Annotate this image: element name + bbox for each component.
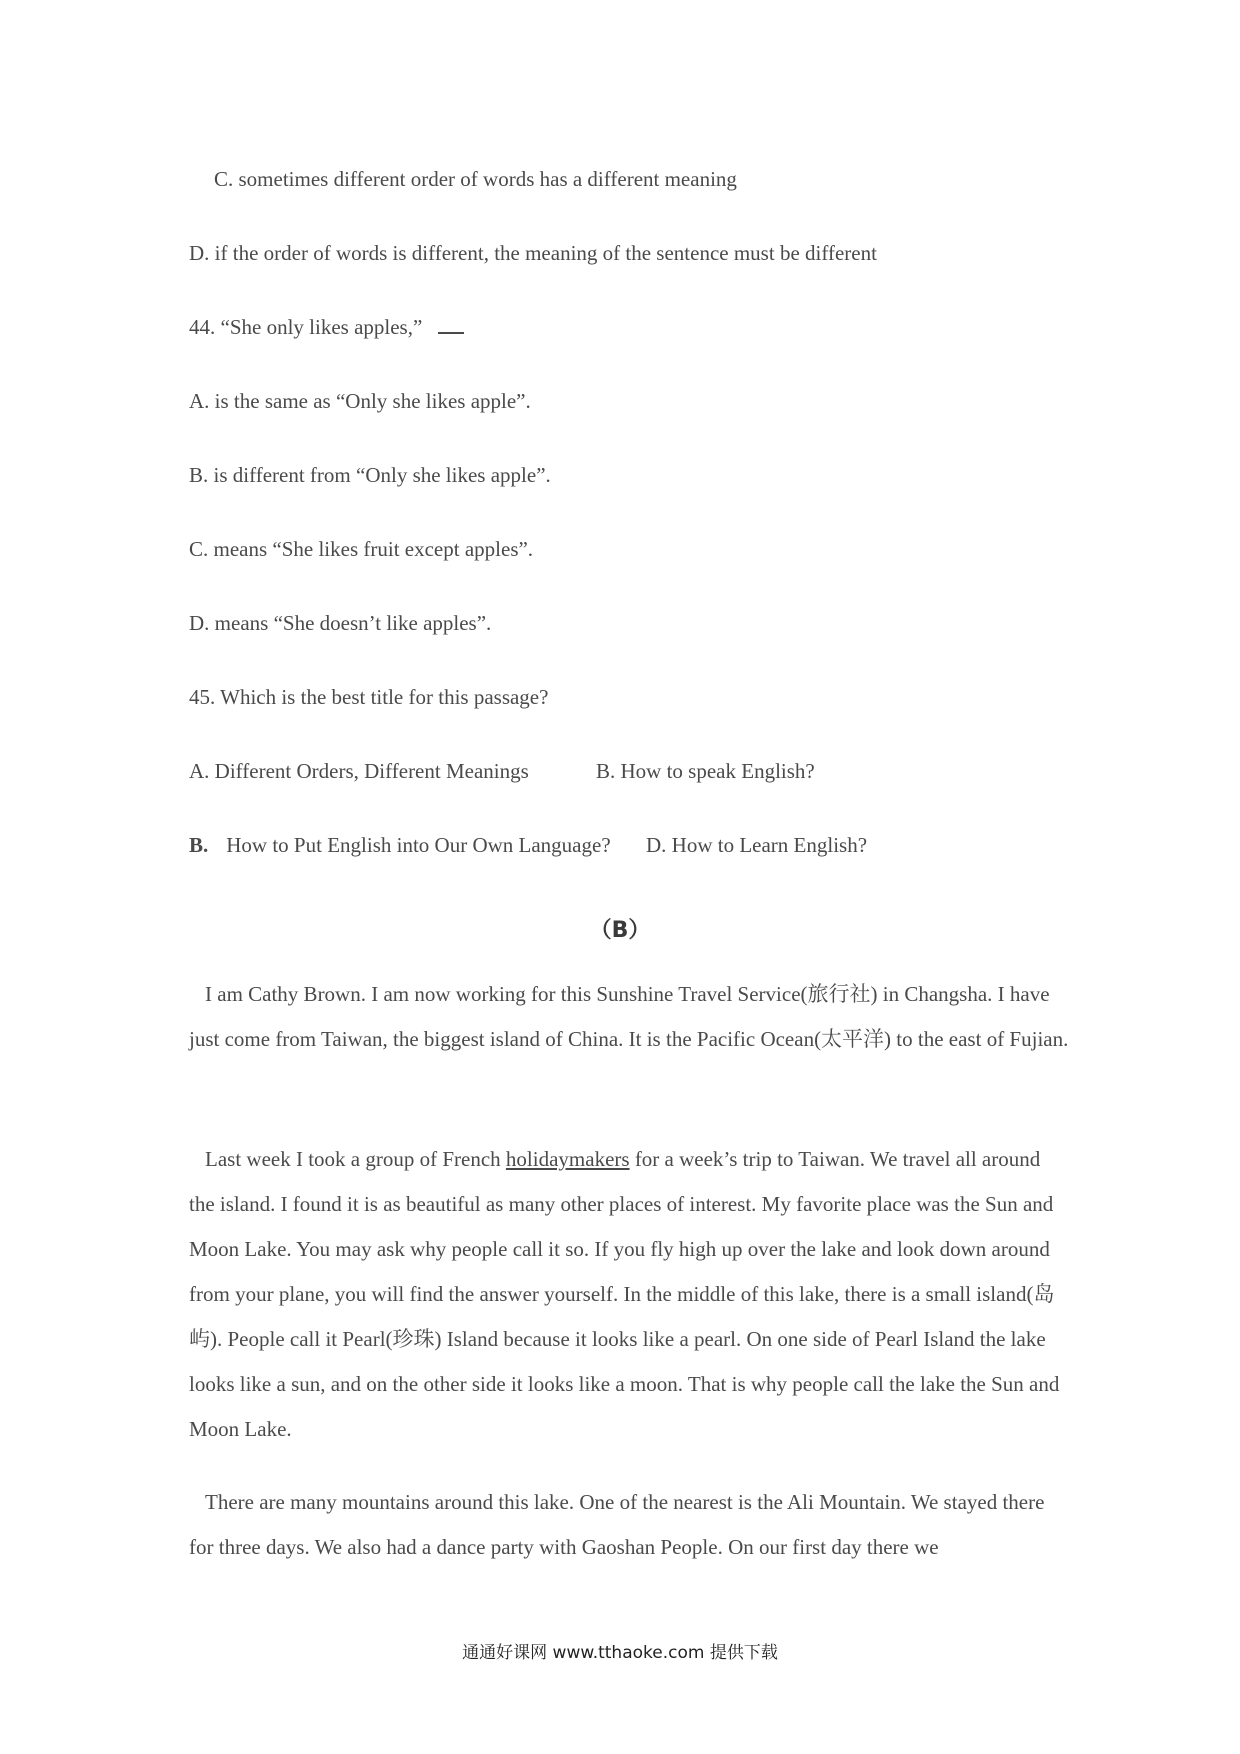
q45-option-c-label: B.	[189, 833, 209, 857]
q45-option-d: D. How to Learn English?	[646, 833, 868, 857]
option-d-order-different: D. if the order of words is different, the meaning of the sentence must be different	[189, 241, 877, 265]
q45-option-a: A. Different Orders, Different Meanings	[189, 759, 529, 783]
q45-option-b: B. How to speak English?	[596, 759, 815, 783]
passage-paragraph-3: There are many mountains around this lake. One of the nearest is the Ali Mountain. We stayed there for three days. We also had a dance party with Gaoshan People. On our first day there we	[189, 1490, 1045, 1559]
q44-option-b: B. is different from “Only she likes apple”.	[189, 463, 551, 487]
passage-paragraph-1: I am Cathy Brown. I am now working for this Sunshine Travel Service(旅行社) in Changsha. I have just come from Taiwan, the biggest island of China. It is the Pacific Ocean(太平洋) to the east of Fujian.	[189, 982, 1069, 1051]
question-44-text: 44. “She only likes apples,”	[189, 315, 428, 339]
question-44	[189, 314, 464, 340]
underlined-word: holidaymakers	[505, 1147, 630, 1171]
footer-watermark: 通通好课网 www.tthaoke.com 提供下载	[462, 1643, 778, 1663]
q44-option-d: D. means “She doesn’t like apples”.	[189, 611, 492, 635]
passage-paragraph-2	[189, 1137, 1069, 1452]
section-heading: （B）	[589, 918, 651, 943]
answer-blank	[438, 314, 464, 334]
question-45: 45. Which is the best title for this passage?	[189, 685, 549, 709]
paragraph-2-start: Last week I took a group of French	[205, 1147, 506, 1171]
q45-option-c	[189, 832, 611, 858]
option-c-sometimes: C. sometimes different order of words has a different meaning	[214, 167, 737, 191]
q44-option-a: A. is the same as “Only she likes apple”.	[189, 389, 531, 413]
q45-option-c-text: How to Put English into Our Own Language?	[226, 833, 611, 857]
q44-option-c: C. means “She likes fruit except apples”.	[189, 537, 534, 561]
paragraph-2-rest: for a week’s trip to Taiwan. We travel all around the island. I found it is as beautiful as many other places of interest. My favorite place was the Sun and Moon Lake. You may ask why people call it so. If you fly high up over the lake and look down around from your plane, you will find the answer yourself. In the middle of this lake, there is a small island(岛屿). People call it Pearl(珍珠) Island because it looks like a pearl. On one side of Pearl Island the lake looks like a sun, and on the other side it looks like a moon. That is why people call the lake the Sun and Moon Lake.	[189, 1147, 1060, 1441]
